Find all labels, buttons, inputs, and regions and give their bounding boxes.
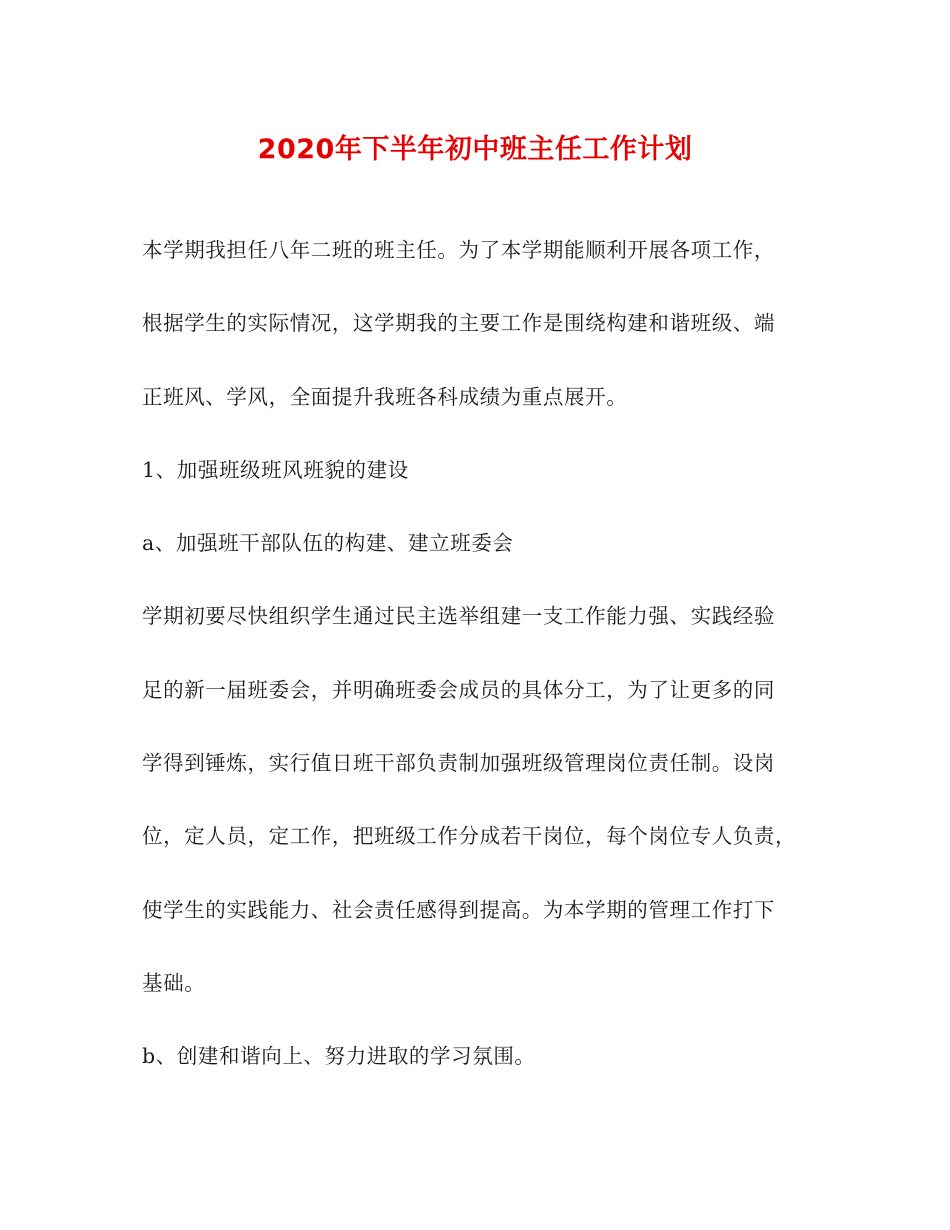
- paragraph-line: 学期初要尽快组织学生通过民主选举组建一支工作能力强、实践经验: [142, 604, 775, 629]
- section-heading: 1、加强班级班风班貌的建设: [142, 457, 409, 482]
- paragraph-line: 本学期我担任八年二班的班主任。为了本学期能顺利开展各项工作，: [142, 238, 775, 262]
- paragraph-line: 学得到锤炼，实行值日班干部负责制加强班级管理岗位责任制。设岗: [142, 751, 775, 776]
- subsection-heading: a、加强班干部队伍的构建、建立班委会: [142, 531, 514, 556]
- document-title: 2020年下半年初中班主任工作计划: [257, 134, 693, 165]
- paragraph-line: 正班风、学风，全面提升我班各科成绩为重点展开。: [142, 384, 628, 409]
- document-body: [142, 214, 812, 1094]
- paragraph-line: 根据学生的实际情况，这学期我的主要工作是围绕构建和谐班级、端: [142, 311, 775, 336]
- paragraph-line: 使学生的实践能力、社会责任感得到提高。为本学期的管理工作打下: [142, 897, 775, 922]
- paragraph-line: 足的新一届班委会，并明确班委会成员的具体分工，为了让更多的同: [142, 677, 775, 702]
- paragraph-line: 位，定人员，定工作，把班级工作分成若干岗位，每个岗位专人负责，: [142, 824, 797, 849]
- paragraph-line: 基础。: [142, 970, 206, 995]
- subsection-heading: b、创建和谐向上、努力进取的学习氛围。: [142, 1044, 536, 1069]
